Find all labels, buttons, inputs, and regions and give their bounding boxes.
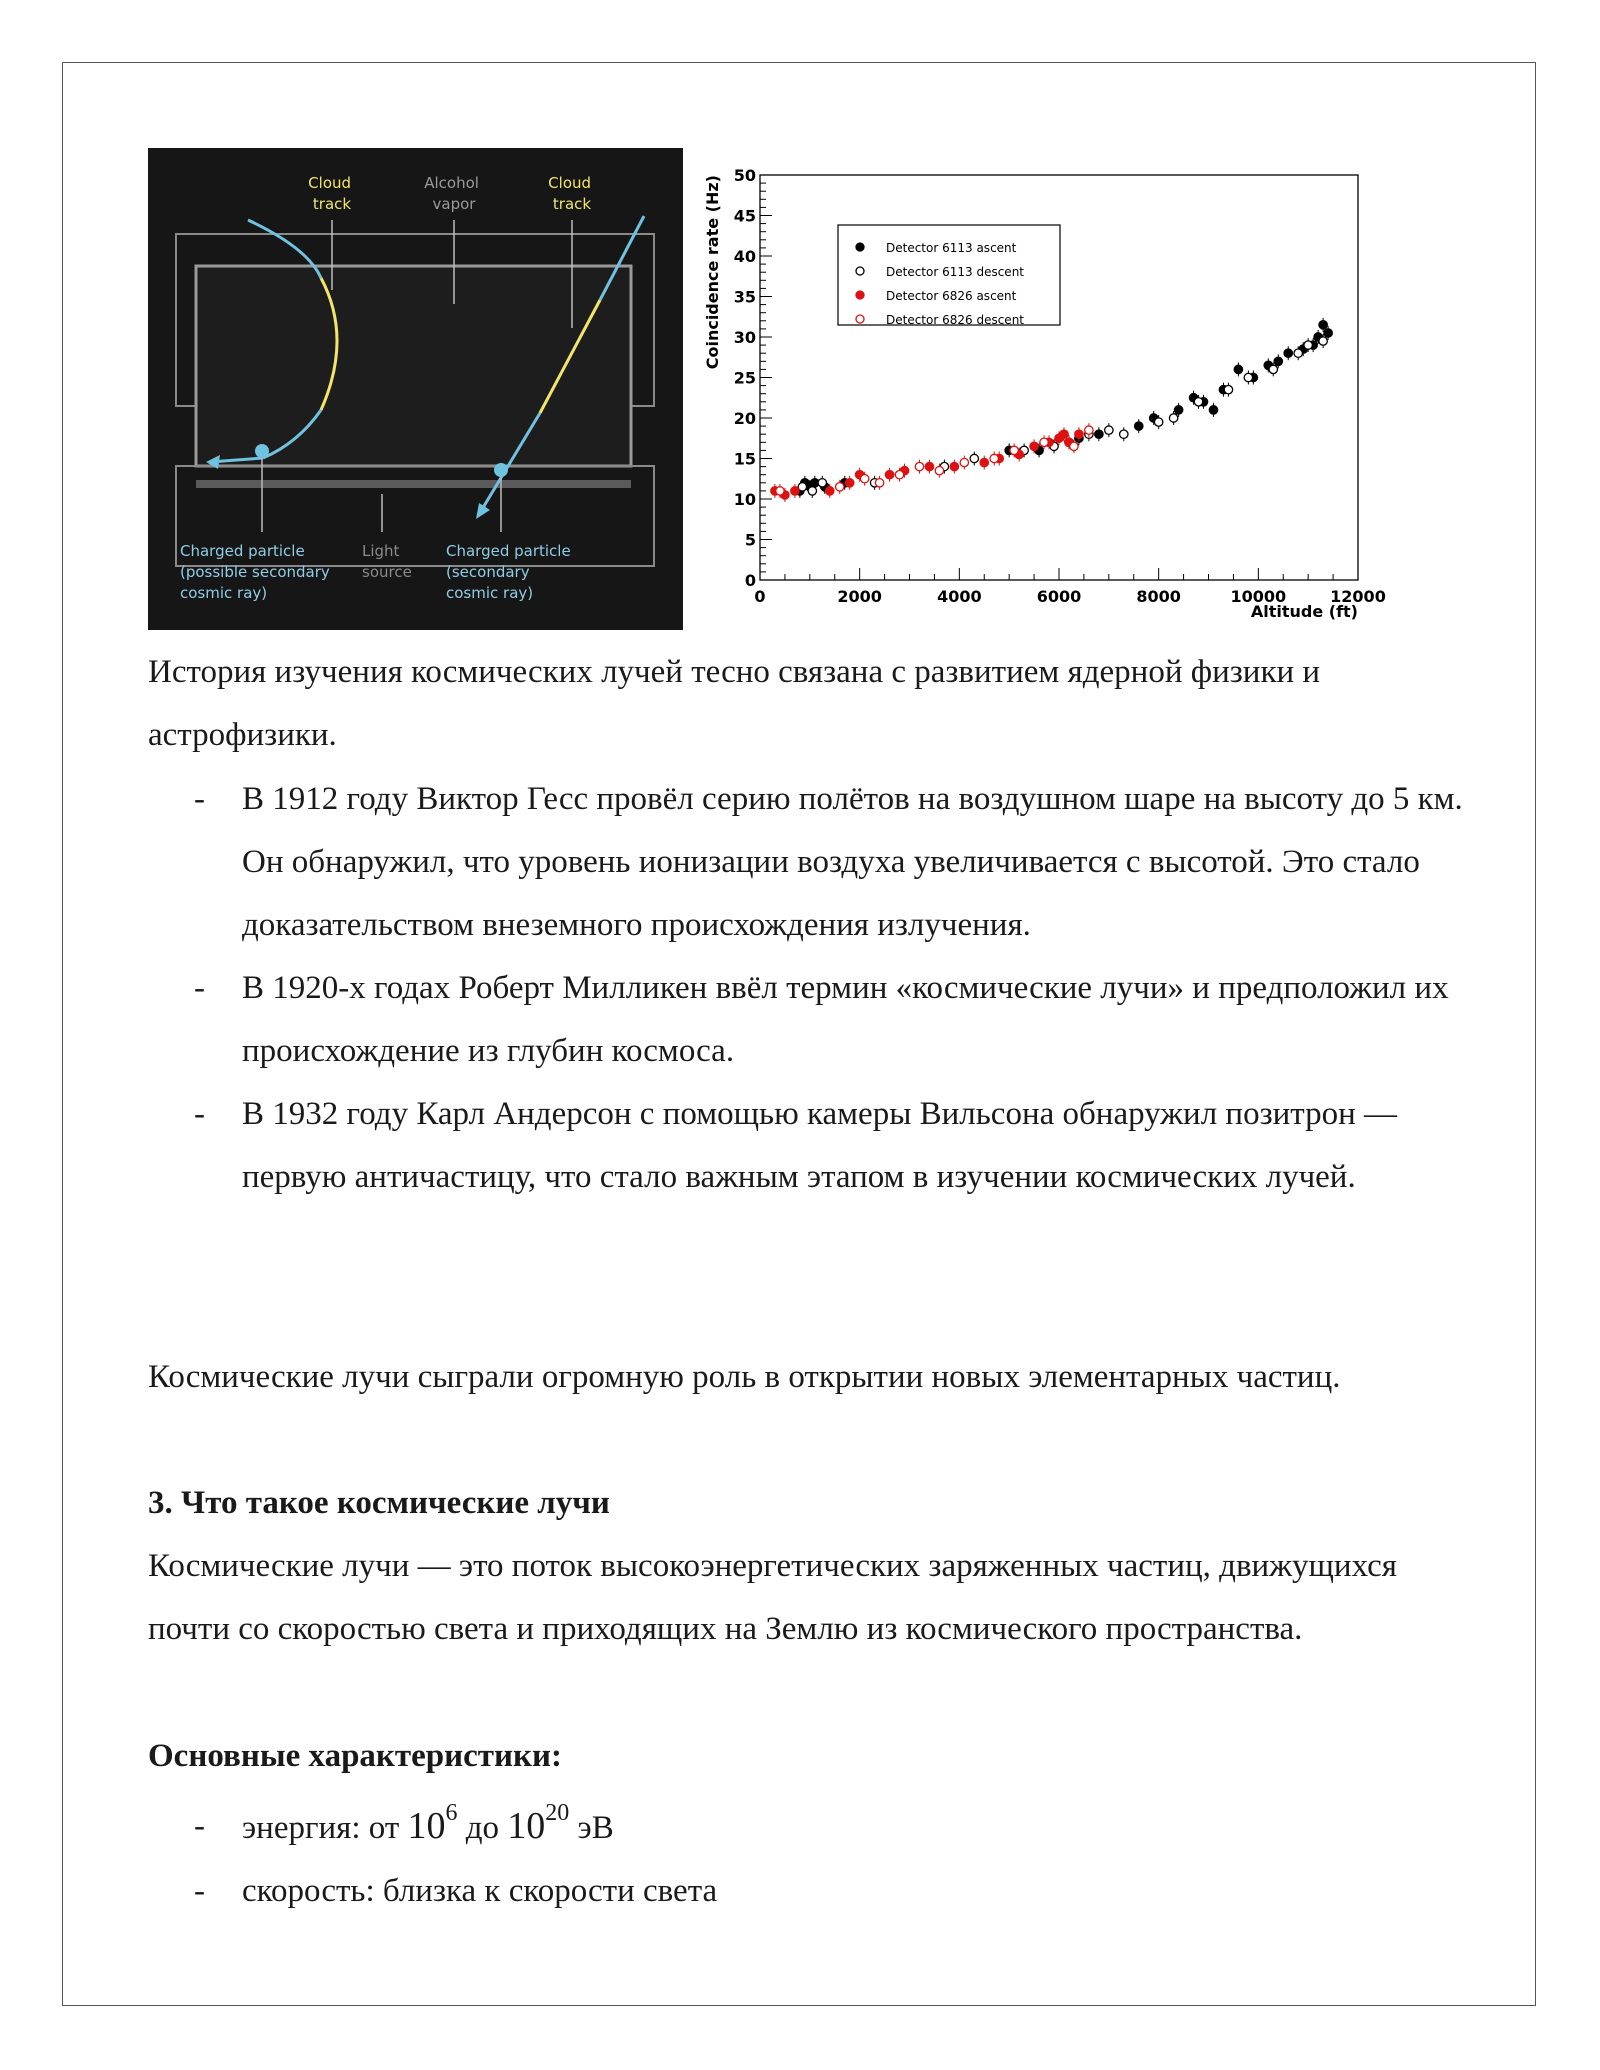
- data-point: [1269, 365, 1277, 373]
- data-point: [1194, 398, 1202, 406]
- definition-paragraph: Космические лучи — это поток высокоэнергетических заряженных частиц, движущихся почти со скоростью света и приходящих на Землю из космического пространства.: [148, 1548, 1397, 1647]
- data-point: [1135, 422, 1143, 430]
- data-point: [1095, 430, 1103, 438]
- history-list: [148, 768, 1468, 1209]
- x-axis-label: Altitude (ft): [1250, 602, 1358, 621]
- data-point: [885, 471, 893, 479]
- data-point: [875, 479, 883, 487]
- data-point: [1075, 430, 1083, 438]
- data-point: [1274, 357, 1282, 365]
- data-point: [818, 479, 826, 487]
- data-point: [1120, 430, 1128, 438]
- data-point: [846, 479, 854, 487]
- data-point: [1294, 349, 1302, 357]
- y-tick-label: 5: [744, 530, 756, 550]
- data-point: [925, 462, 933, 470]
- y-tick-label: 0: [744, 571, 756, 590]
- x-tick-label: 12000: [1330, 587, 1386, 606]
- energy-min: $10^6$: [407, 1800, 458, 1847]
- data-point: [1244, 373, 1252, 381]
- charged-particle-label-right: Charged particle (secondary cosmic ray): [446, 542, 571, 602]
- x-tick-label: 2000: [837, 587, 882, 606]
- data-point: [860, 475, 868, 483]
- data-point: [980, 458, 988, 466]
- legend-entry: Detector 6826 ascent: [886, 289, 1017, 303]
- cloud-chamber-diagram: [148, 148, 683, 630]
- data-point: [1319, 337, 1327, 345]
- list-item: - В 1912 году Виктор Гесс провёл серию полётов на воздушном шаре на высоту до 5 км. Он обнаружил, что уровень ионизации воздуха увеличивается с высотой. Это стало доказательством внеземного происхождения излучения.: [194, 781, 1463, 943]
- data-point: [960, 458, 968, 466]
- list-item: - В 1920-х годах Роберт Милликен ввёл термин «космические лучи» и предположил их происхождение из глубин космоса.: [194, 970, 1449, 1069]
- role-paragraph: Космические лучи сыграли огромную роль в открытии новых элементарных частиц.: [148, 1359, 1341, 1395]
- data-point: [935, 466, 943, 474]
- subheading-characteristics: Основные характеристики:: [148, 1738, 563, 1774]
- y-tick-label: 35: [733, 287, 756, 307]
- data-point: [1174, 406, 1182, 414]
- data-point: [1040, 438, 1048, 446]
- y-tick-label: 50: [733, 166, 756, 185]
- data-point: [895, 471, 903, 479]
- y-tick-label: 30: [733, 328, 756, 347]
- x-tick-label: 8000: [1136, 587, 1181, 606]
- data-point: [1324, 329, 1332, 337]
- data-point: [1284, 349, 1292, 357]
- data-point: [1030, 442, 1038, 450]
- data-point: [1105, 426, 1113, 434]
- legend-marker: [856, 315, 864, 323]
- list-item: - В 1932 году Карл Андерсон с помощью камеры Вильсона обнаружил позитрон — первую античастицу, что стало важным этапом в изучении космических лучей.: [194, 1096, 1397, 1195]
- data-point: [1154, 418, 1162, 426]
- light-source-label: Light source: [362, 542, 412, 581]
- legend-marker: [856, 291, 864, 299]
- y-tick-label: 40: [733, 247, 756, 266]
- data-point: [1010, 446, 1018, 454]
- coincidence-rate-chart: [700, 150, 1390, 630]
- data-point: [1304, 341, 1312, 349]
- data-point: [776, 487, 784, 495]
- legend: [838, 225, 1060, 327]
- data-point: [990, 454, 998, 462]
- data-point: [915, 462, 923, 470]
- data-point: [1085, 426, 1093, 434]
- y-tick-label: 20: [733, 409, 756, 428]
- list-item: - энергия: от $10^6$ до $10^{20}$ эВ: [194, 1800, 614, 1847]
- legend-entry: Detector 6113 descent: [886, 265, 1024, 279]
- data-point: [1234, 365, 1242, 373]
- alcohol-vapor-label: Alcohol vapor: [424, 174, 479, 213]
- characteristics-list: [148, 1795, 1468, 1923]
- legend-marker: [856, 267, 864, 275]
- data-point: [970, 454, 978, 462]
- y-tick-label: 25: [733, 368, 756, 388]
- y-tick-label: 15: [733, 449, 756, 469]
- y-axis-label: Coincidence rate (Hz): [703, 175, 722, 370]
- legend-entry: Detector 6113 ascent: [886, 241, 1017, 255]
- legend-entry: Detector 6826 descent: [886, 313, 1024, 327]
- data-point: [1209, 406, 1217, 414]
- data-point: [1169, 414, 1177, 422]
- cloud-track-label-left: Cloud track: [308, 174, 352, 213]
- intro-paragraph: История изучения космических лучей тесно связана с развитием ядерной физики и астрофизики.: [148, 654, 1321, 753]
- data-point: [791, 487, 799, 495]
- x-tick-label: 0: [754, 587, 766, 606]
- data-point: [836, 483, 844, 491]
- x-tick-label: 6000: [1036, 587, 1082, 606]
- x-tick-label: 4000: [937, 587, 982, 606]
- data-point: [950, 462, 958, 470]
- data-point: [1070, 442, 1078, 450]
- data-point: [1319, 321, 1327, 329]
- data-point: [1224, 385, 1232, 393]
- legend-marker: [856, 243, 864, 251]
- cloud-track-label-right: Cloud track: [548, 174, 592, 213]
- list-item: - скорость: близка к скорости света: [194, 1873, 718, 1909]
- data-point: [808, 487, 816, 495]
- energy-max: $10^{20}$: [507, 1800, 570, 1847]
- data-point: [826, 487, 834, 495]
- data-point: [1060, 430, 1068, 438]
- y-tick-label: 10: [733, 490, 756, 509]
- charged-particle-label-left: Charged particle (possible secondary cosmic ray): [180, 542, 330, 602]
- x-tick-label: 10000: [1230, 587, 1287, 606]
- y-tick-label: 45: [733, 206, 756, 226]
- section-heading: 3. Что такое космические лучи: [148, 1485, 610, 1521]
